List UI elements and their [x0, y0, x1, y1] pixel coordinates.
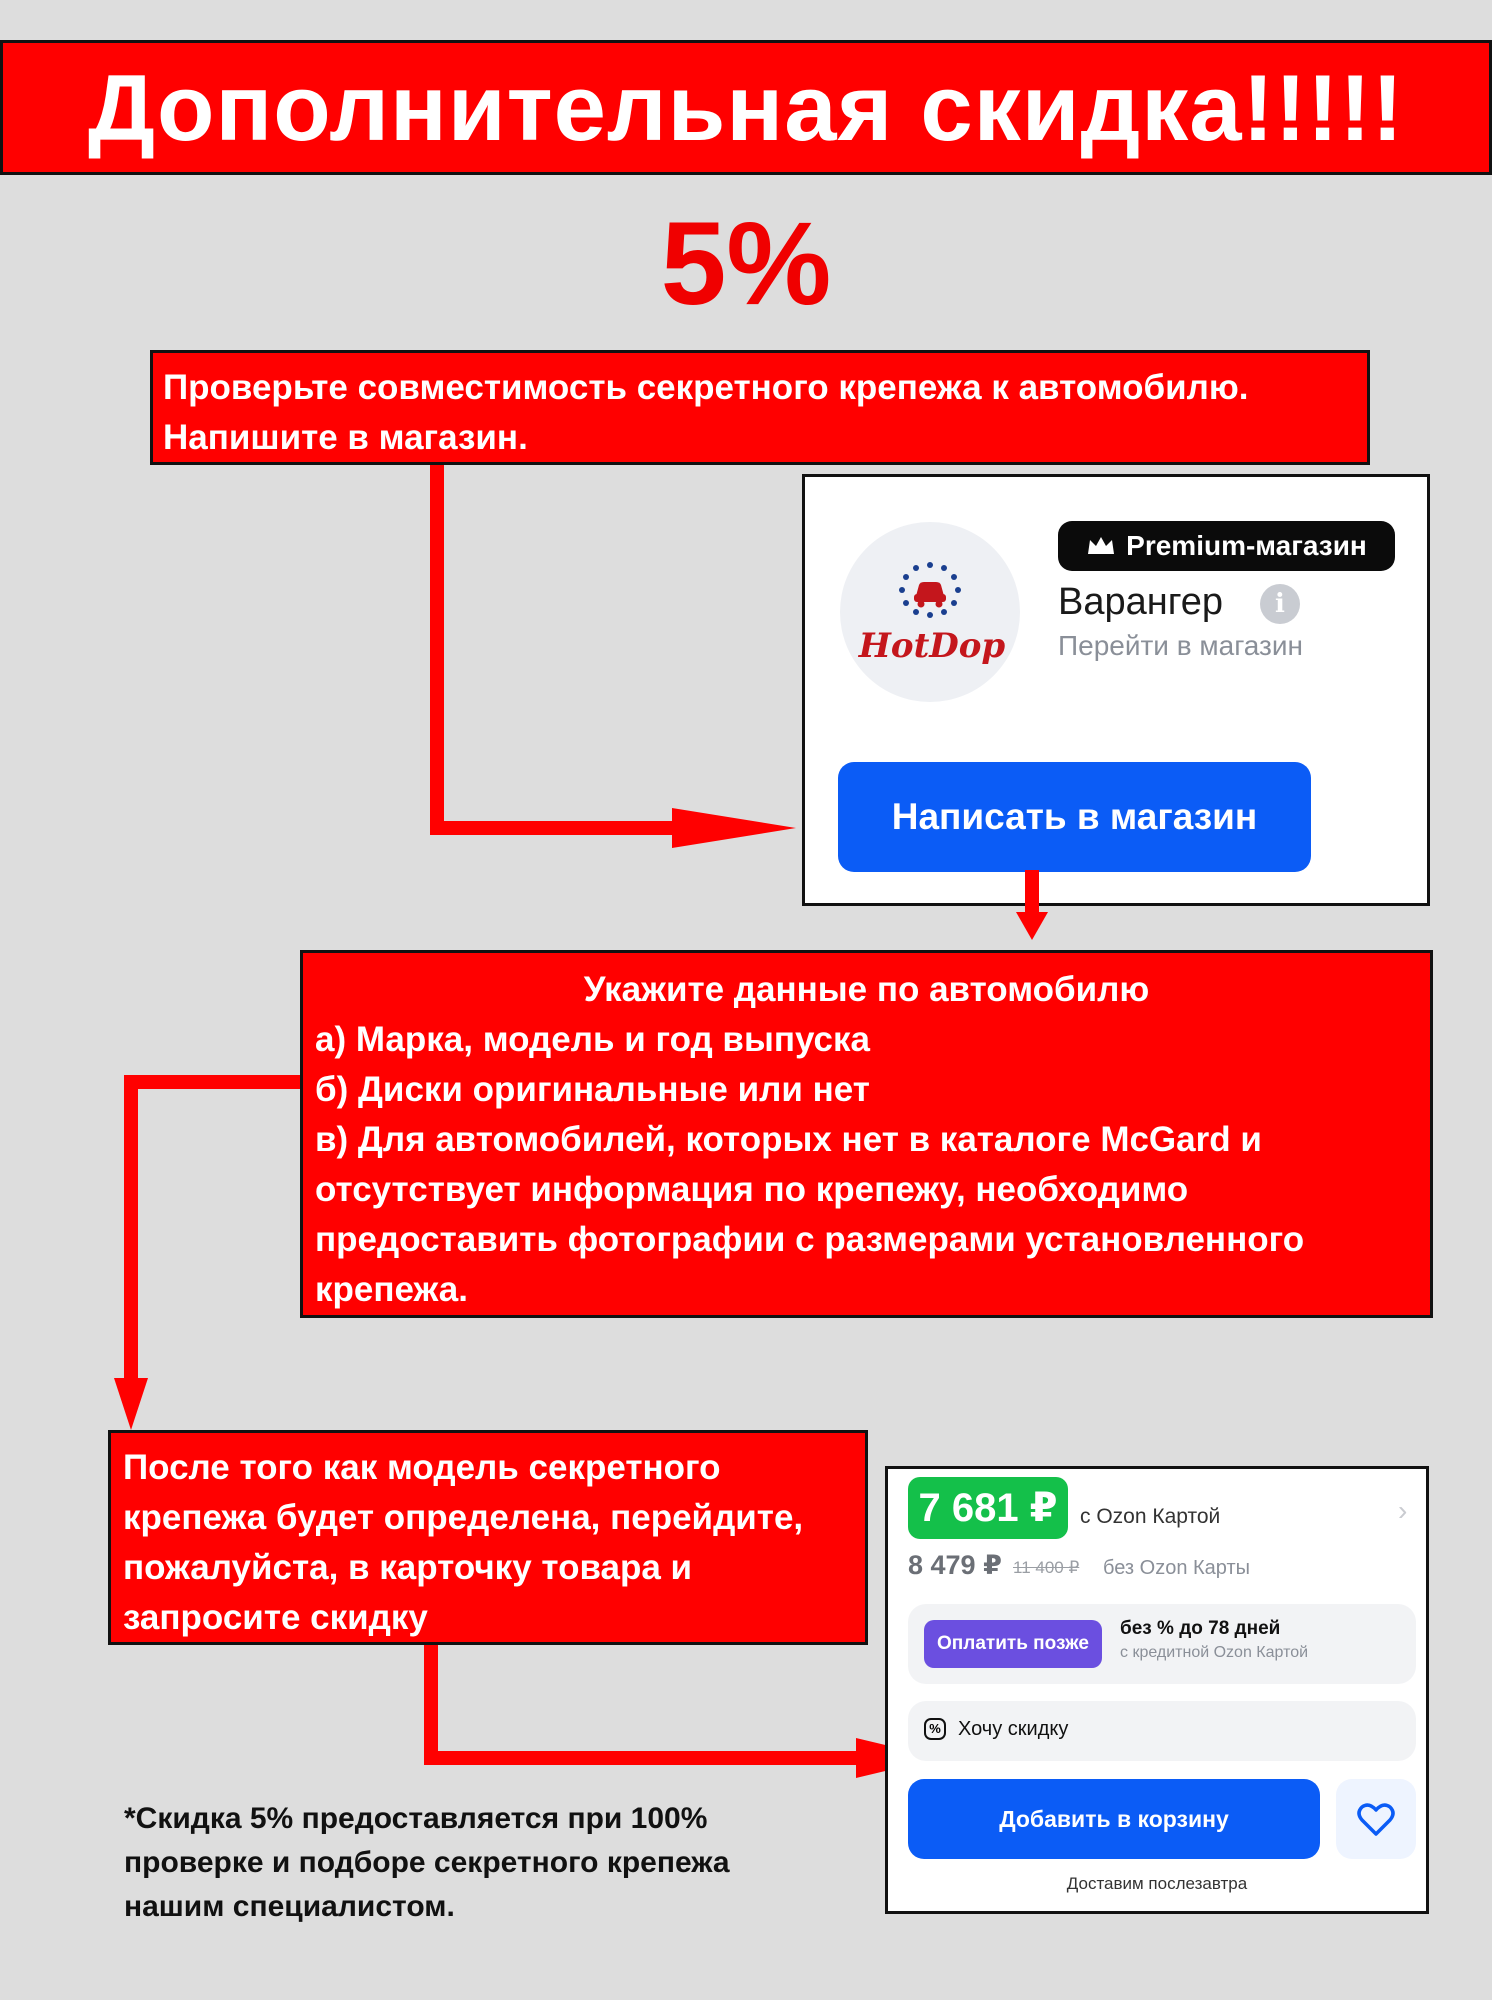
arrow-step1-head: [672, 808, 796, 848]
arrow-shop-head: [1016, 912, 1048, 940]
car-logo-icon: [840, 522, 1020, 702]
step2-header: Укажите данные по автомобилю: [583, 970, 1150, 1009]
step3-line2: крепежа будет определена, перейдите,: [123, 1498, 804, 1537]
shop-logo[interactable]: [840, 522, 1020, 702]
footnote-line2: проверке и подборе секретного крепежа: [124, 1846, 730, 1879]
arrow-step3-horizontal: [424, 1751, 864, 1765]
discount-icon: %: [924, 1718, 946, 1740]
info-icon[interactable]: i: [1260, 584, 1300, 624]
step2-item-c-line4: крепежа.: [315, 1270, 468, 1309]
step3-line1: После того как модель секретного: [123, 1448, 721, 1487]
arrow-step2-vertical: [124, 1075, 138, 1385]
step3-line4: запросите скидку: [123, 1598, 428, 1637]
arrow-step1-horizontal: [430, 821, 680, 835]
step3-line3: пожалуйста, в карточку товара и: [123, 1548, 693, 1587]
step3-box: [108, 1430, 868, 1645]
pay-later-card[interactable]: [908, 1604, 1416, 1684]
go-to-shop-link[interactable]: Перейти в магазин: [1058, 630, 1303, 661]
shop-name[interactable]: Варангер: [1058, 581, 1224, 623]
step2-item-b: б) Диски оригинальные или нет: [315, 1070, 870, 1109]
price-regular-caption: без Ozon Карты: [1103, 1557, 1250, 1579]
product-panel: [885, 1466, 1429, 1914]
price-old: 11 400 ₽: [1013, 1558, 1080, 1577]
shop-panel: [802, 474, 1430, 906]
pay-later-subtitle: с кредитной Ozon Картой: [1120, 1644, 1309, 1661]
discount-request-button[interactable]: [908, 1701, 1416, 1761]
title-text: Дополнительная скидка!!!!!: [87, 54, 1405, 160]
arrow-step2-horizontal: [124, 1075, 300, 1089]
step1-line2: Напишите в магазин.: [163, 418, 528, 457]
step2-item-a: а) Марка, модель и год выпуска: [315, 1020, 871, 1059]
arrow-step3-vertical: [424, 1645, 438, 1765]
step2-item-c-line2: отсутствует информация по крепежу, необходимо: [315, 1170, 1189, 1209]
arrow-step1-vertical: [430, 465, 444, 835]
shop-logo-text: HotDop: [858, 626, 1006, 666]
footnote-line3: нашим специалистом.: [124, 1890, 455, 1923]
add-to-cart-button[interactable]: Добавить в корзину: [908, 1779, 1320, 1859]
price-with-card: 7 681 ₽: [908, 1477, 1068, 1539]
arrow-step2-head: [114, 1378, 148, 1430]
crown-icon: [1086, 534, 1116, 558]
price-with-card-caption: с Ozon Картой: [1080, 1505, 1221, 1528]
write-to-shop-button[interactable]: Написать в магазин: [838, 762, 1311, 872]
chevron-right-icon[interactable]: ›: [1398, 1495, 1408, 1526]
discount-percent: 5%: [660, 198, 832, 330]
price-regular: 8 479 ₽: [908, 1550, 1002, 1580]
premium-badge: [1058, 521, 1395, 571]
premium-label: Premium-магазин: [1126, 530, 1367, 561]
step1-box: [150, 350, 1370, 465]
footnote-line1: *Скидка 5% предоставляется при 100%: [124, 1802, 708, 1835]
step2-box: [300, 950, 1433, 1318]
favorite-button[interactable]: [1336, 1779, 1416, 1859]
step2-item-c-line3: предоставить фотографии с размерами установленного: [315, 1220, 1305, 1259]
footnote: [124, 1797, 844, 1929]
pay-later-title: без % до 78 дней: [1120, 1618, 1281, 1639]
pay-later-button[interactable]: Оплатить позже: [924, 1620, 1102, 1668]
delivery-info: Доставим послезавтра: [1066, 1874, 1248, 1893]
title-banner: [0, 40, 1492, 175]
step1-line1: Проверьте совместимость секретного крепежа к автомобилю.: [163, 368, 1249, 407]
heart-icon: [1336, 1779, 1416, 1859]
step2-item-c-line1: в) Для автомобилей, которых нет в каталоге McGard и: [315, 1120, 1262, 1159]
discount-request-label: Хочу скидку: [958, 1718, 1069, 1740]
